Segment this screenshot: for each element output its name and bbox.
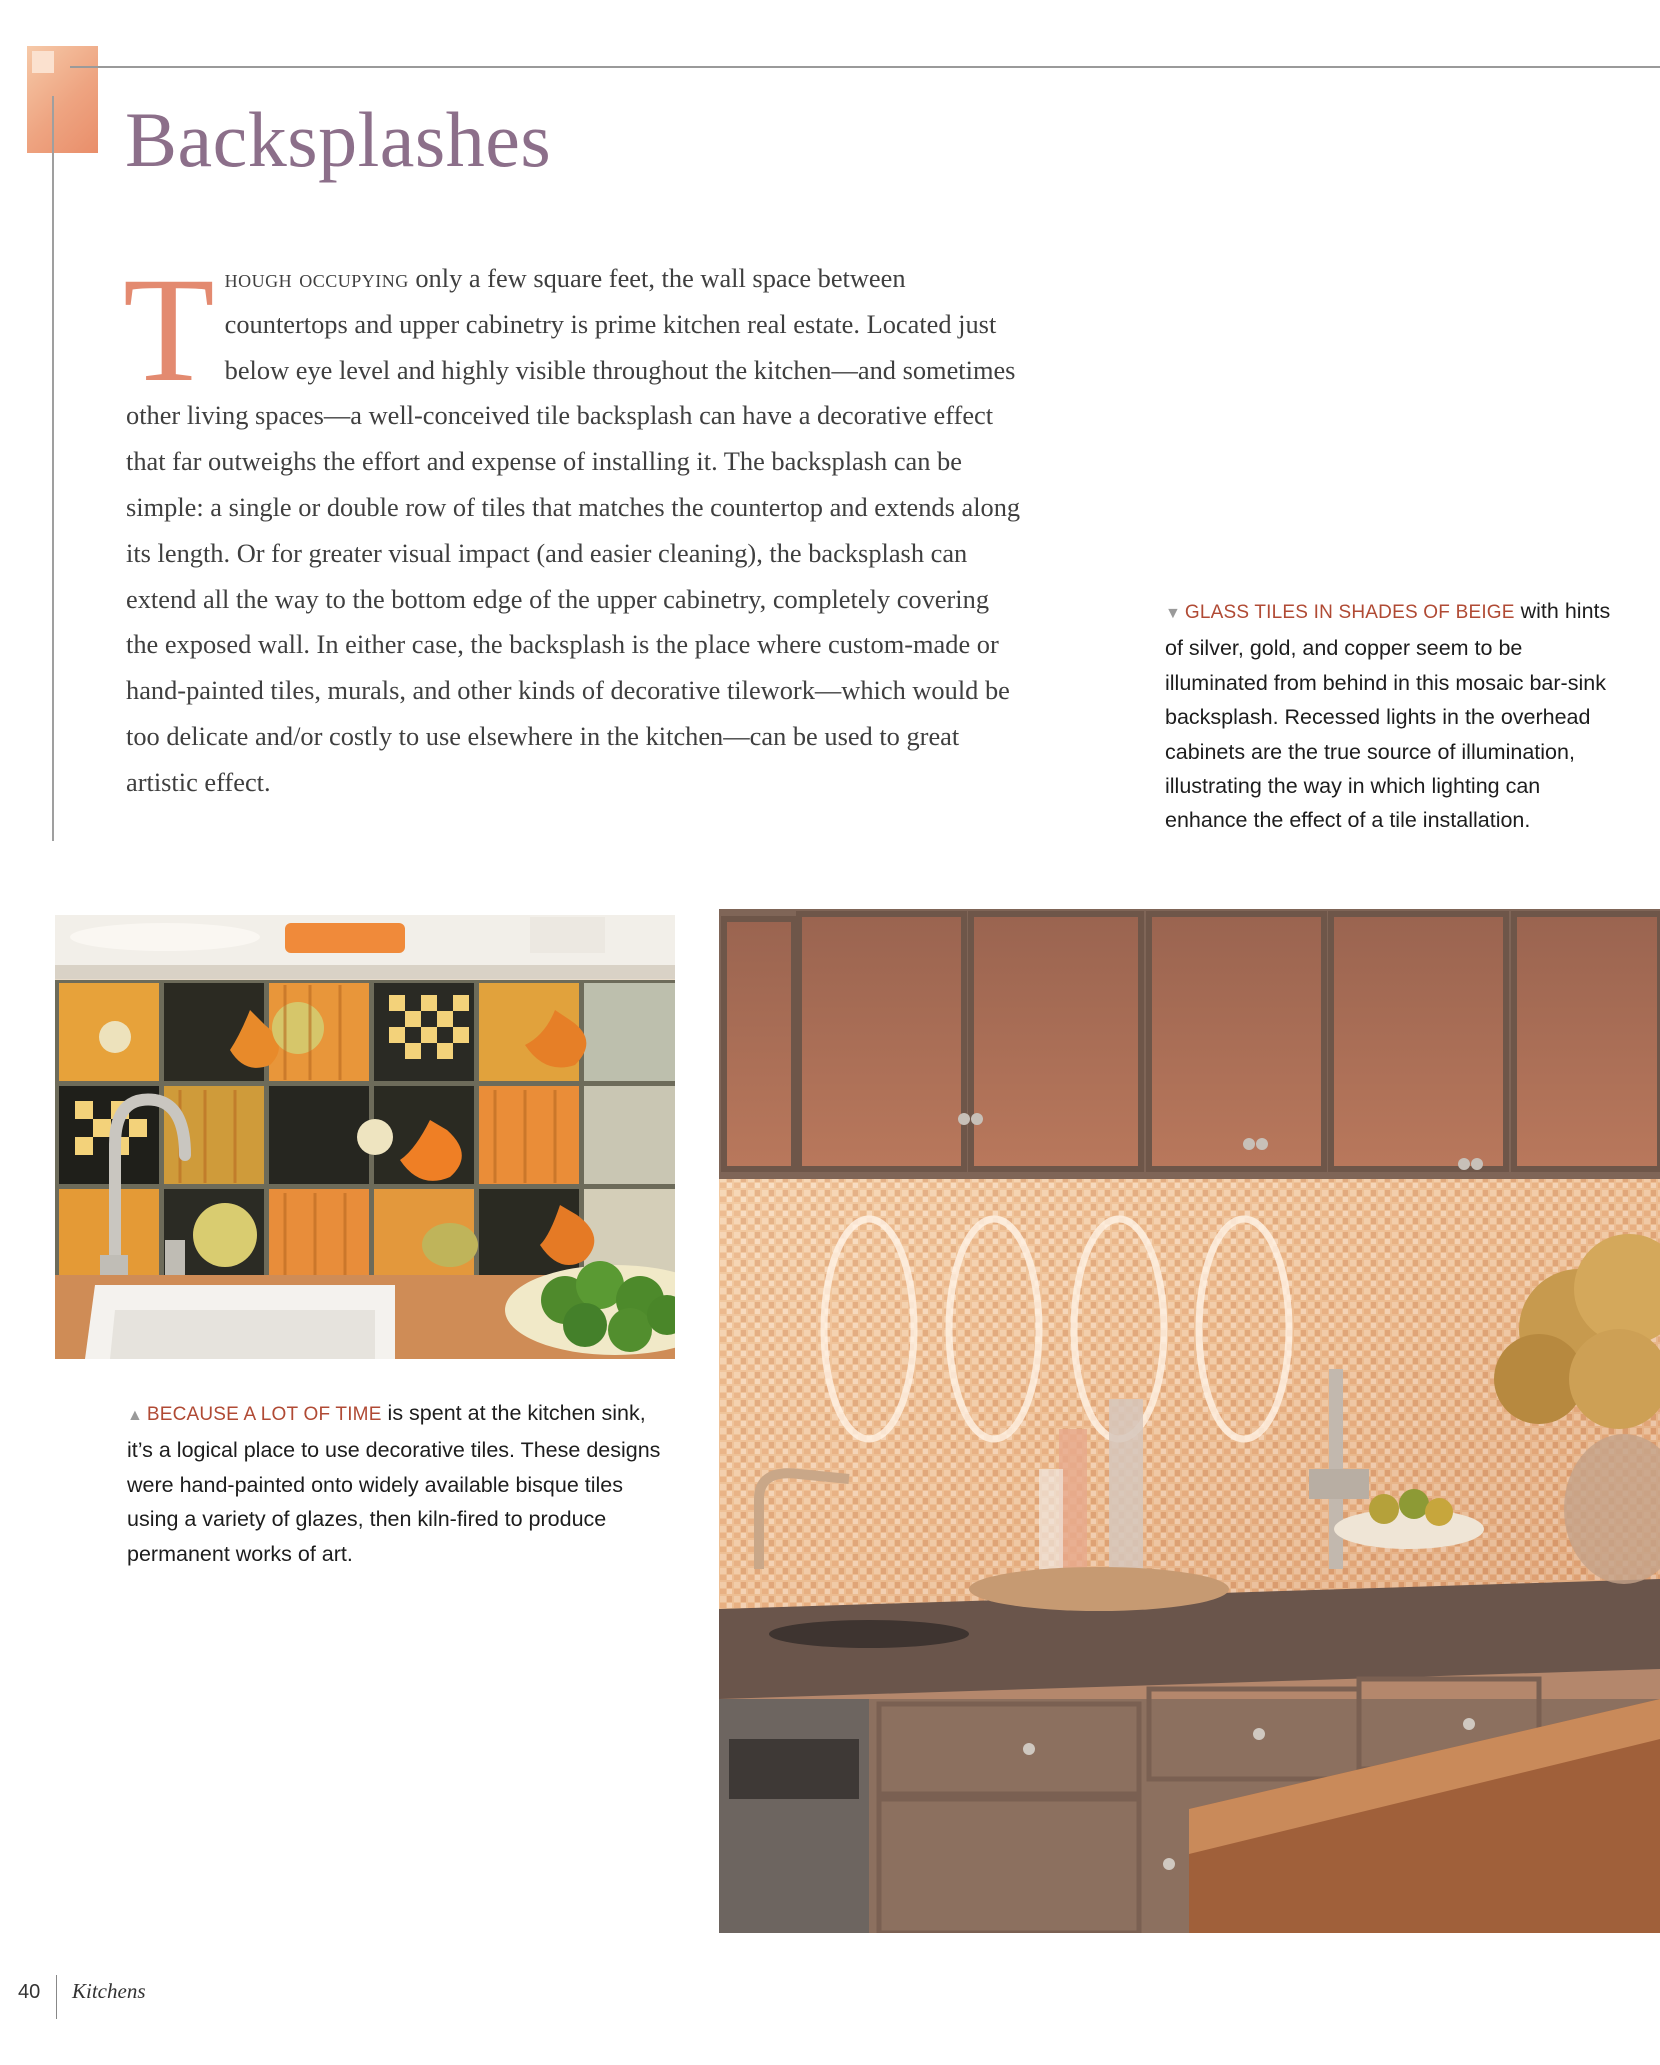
photo-fruit-tile-sink — [55, 915, 675, 1359]
page-title: Backsplashes — [125, 96, 552, 183]
caption-lead: BECAUSE A LOT OF TIME — [146, 1404, 382, 1425]
intro-paragraph — [123, 247, 1026, 806]
caption-glass-tiles — [1165, 594, 1615, 838]
page-number: 40 — [18, 1981, 41, 2003]
intro-smallcaps: hough occupying — [224, 263, 409, 293]
header-rule — [70, 66, 1660, 68]
caption-text: is spent at the kitchen sink, it’s a logical place to use decorative tiles. These designs were hand-painted onto widely available bisque tiles using a variety of glazes, then kiln-fired to produce permanent works of art. — [127, 1401, 661, 1566]
caption-lead: GLASS TILES IN SHADES OF BEIGE — [1184, 602, 1515, 623]
intro-text: only a few square feet, the wall space between countertops and upper cabinetry is prime kitchen real estate. Located just below eye level and highly visible throughout the kitchen—and sometimes other living spaces—a well-conceived tile backsplash can have a decorative effect that far outweighs the effort and expense of installing it. The backsplash can be simple: a single or double row of tiles that matches the countertop and extends along its length. Or for greater visual impact (and easier cleaning), the backsplash can extend all the way to the bottom edge of the upper cabinetry, completely covering the exposed wall. In either case, the backsplash is the place where custom-made or hand-painted tiles, murals, and other kinds of decorative tilework—which would be too delicate and/or costly to use elsewhere in the kitchen—can be used to great artistic effect. — [126, 263, 1021, 797]
corner-accent-block — [27, 46, 98, 153]
section-name: Kitchens — [72, 1979, 146, 2003]
footer-divider — [56, 1975, 57, 2019]
caption-decorative-tiles — [127, 1396, 677, 1571]
triangle-down-icon: ▼ — [1165, 605, 1181, 622]
caption-text: with hints of silver, gold, and copper seem to be illuminated from behind in this mosaic bar-sink backsplash. Recessed lights in the overhead cabinets are the true source of illumination, illustrating the way in which lighting can enhance the effect of a tile installation. — [1165, 599, 1611, 833]
photo-glass-mosaic-backsplash — [719, 909, 1660, 1933]
triangle-up-icon: ▲ — [127, 1407, 143, 1424]
margin-rule — [52, 96, 54, 841]
drop-cap: T — [123, 247, 215, 413]
